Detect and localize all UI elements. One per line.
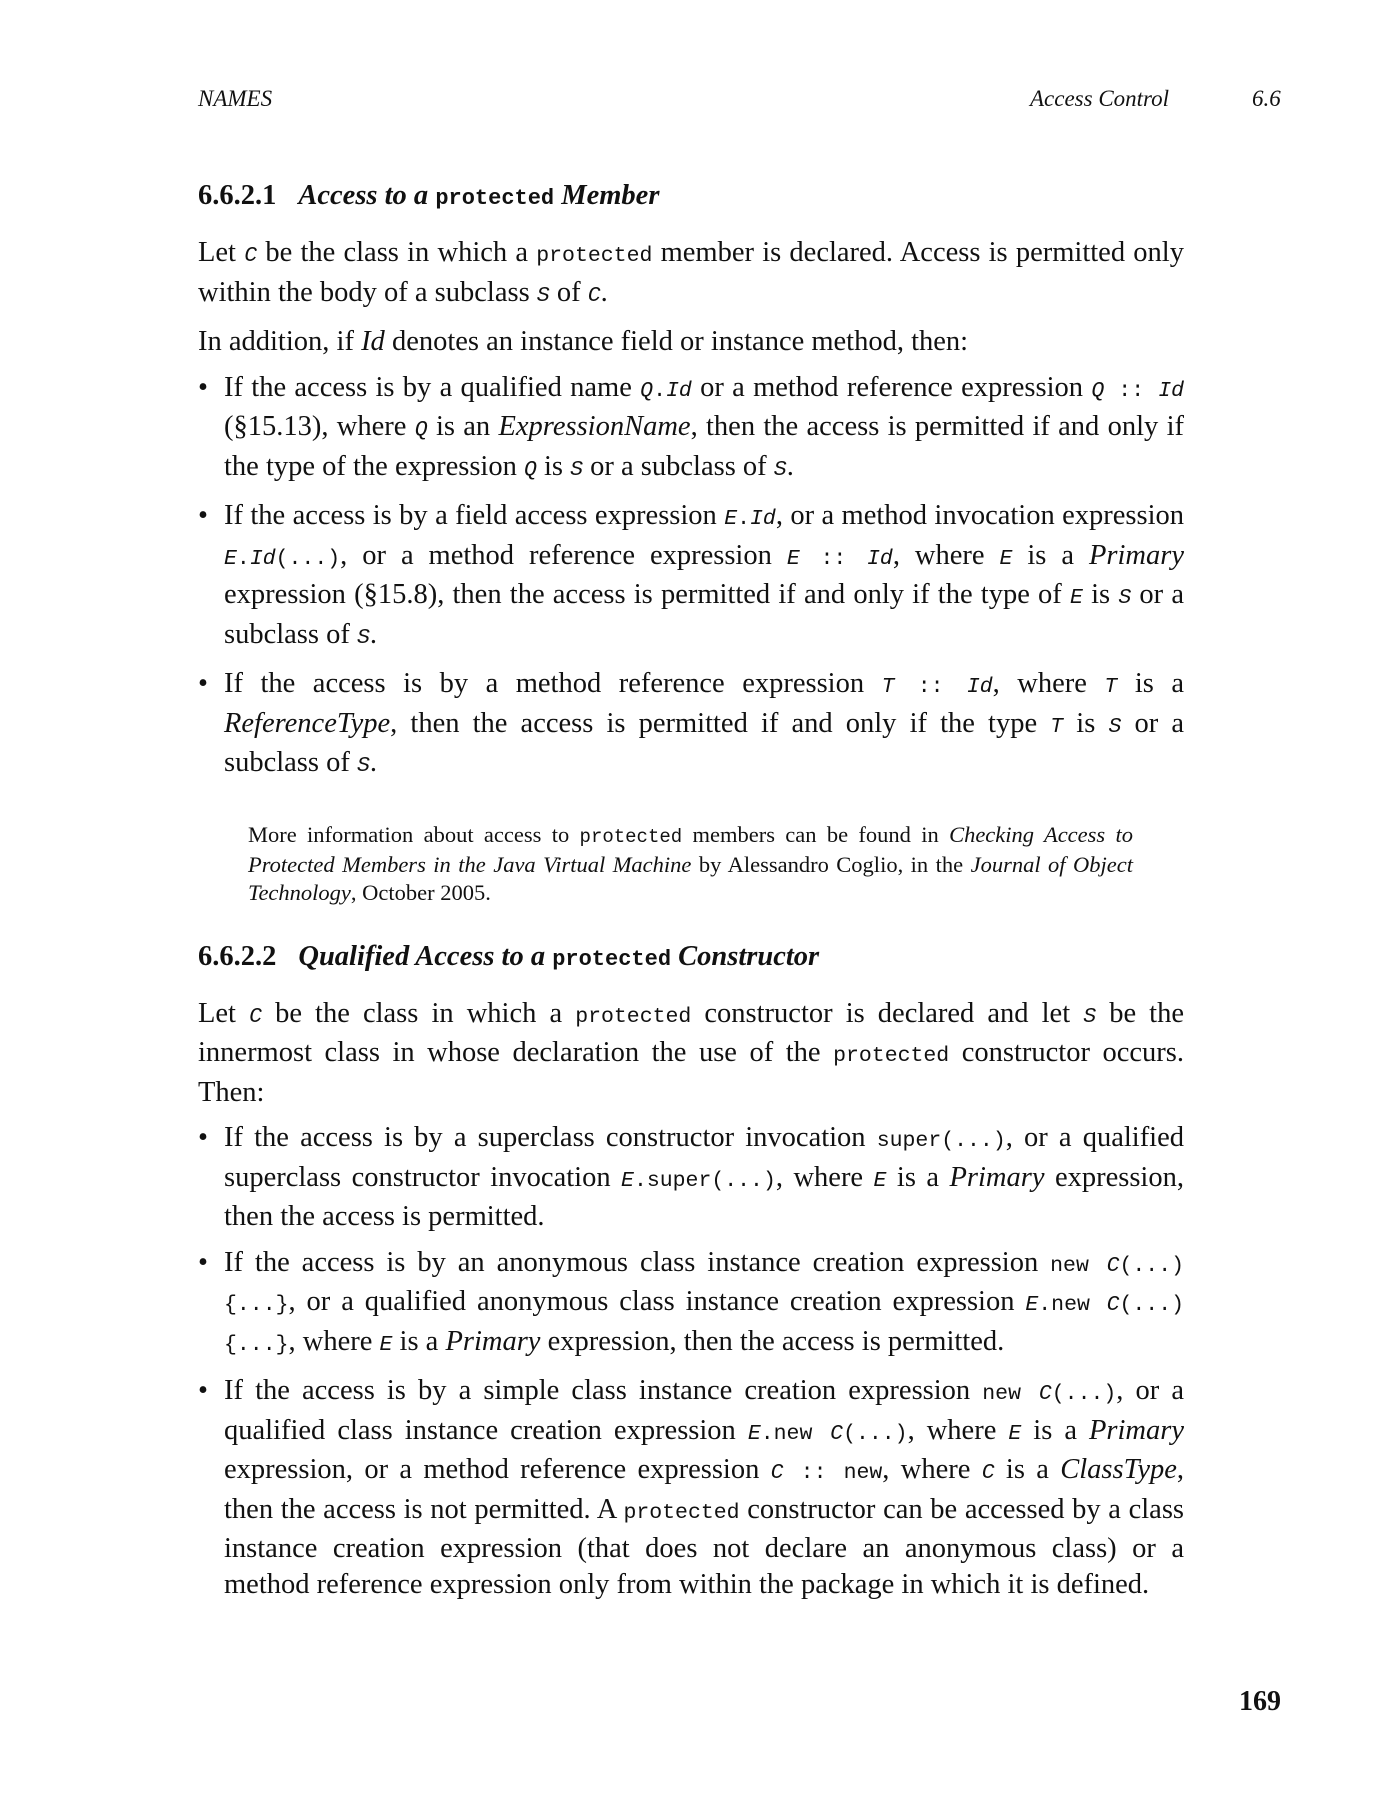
paragraph: Let C be the class in which a protected constructor is declared and let S be the innermost class in whose declaration the use of the protected constructor occurs. Then:: [198, 997, 1185, 1108]
page-number: 169: [1239, 1686, 1281, 1717]
list-item: • If the access is by an anonymous class instance creation expression new C(...){...}, or a qualified anonymous class instance creation expression E.new C(...){...}, where E is a Primary expression, then the access is permitted.: [198, 1245, 1184, 1364]
section-title-part: Access to a: [298, 180, 429, 211]
section-title-code: protected: [552, 946, 672, 972]
bullet-list: [198, 1120, 1184, 1602]
paragraph: In addition, if Id denotes an instance field or instance method, then:: [198, 326, 969, 357]
section-title-part: Qualified Access to a: [298, 940, 546, 972]
section-heading-6-6-2-1: [198, 178, 1184, 217]
section-title-code: protected: [435, 186, 555, 211]
section-heading-6-6-2-2: [198, 939, 1184, 978]
running-header-section-title: Access Control: [1030, 86, 1170, 111]
bullet-list: [198, 370, 1184, 785]
running-header-chapter: NAMES: [198, 86, 273, 111]
list-item: • If the access is by a method reference expression T :: Id, where T is a ReferenceType, then the access is permitted if and only if the type T is S or a subclass of S.: [198, 666, 1184, 785]
page-content: [198, 178, 1184, 1602]
list-item: • If the access is by a qualified name Q.Id or a method reference expression Q :: Id (§15.13), where Q is an ExpressionName, then the access is permitted if and only if the type of the expression Q is S or a subclass of S.: [198, 370, 1184, 489]
running-header-section-number: 6.6: [1252, 86, 1281, 111]
section-number: 6.6.2.2: [198, 940, 277, 972]
note-paragraph: More information about access to protected members can be found in Checking Access to Protected Members in the Java Virtual Machine by Alessandro Coglio, in the Journal of Object Technology, October 2005.: [248, 821, 1133, 905]
section-title-part: Constructor: [678, 940, 820, 972]
section-title-part: Member: [561, 180, 660, 211]
list-item: • If the access is by a field access expression E.Id, or a method invocation expression E.Id(...), or a method reference expression E :: Id, where E is a Primary expression (§15.8), then the access is permitted if and only if the type of E is S or a subclass of S.: [198, 498, 1184, 656]
paragraph: Let C be the class in which a protected member is declared. Access is permitted only within the body of a subclass S of C.: [198, 237, 1184, 308]
list-item: • If the access is by a simple class instance creation expression new C(...), or a qualified class instance creation expression E.new C(...), where E is a Primary expression, or a method reference expression C :: new, where C is a ClassType, then the access is not permitted. A protected constructor can be accessed by a class instance creation expression (that does not declare an anonymous class) or a method reference expression only from within the package in which it is defined.: [198, 1373, 1184, 1602]
list-item: • If the access is by a superclass constructor invocation super(...), or a qualified superclass constructor invocation E.super(...), where E is a Primary expression, then the access is permitted.: [198, 1120, 1184, 1235]
section-number: 6.6.2.1: [198, 180, 277, 211]
